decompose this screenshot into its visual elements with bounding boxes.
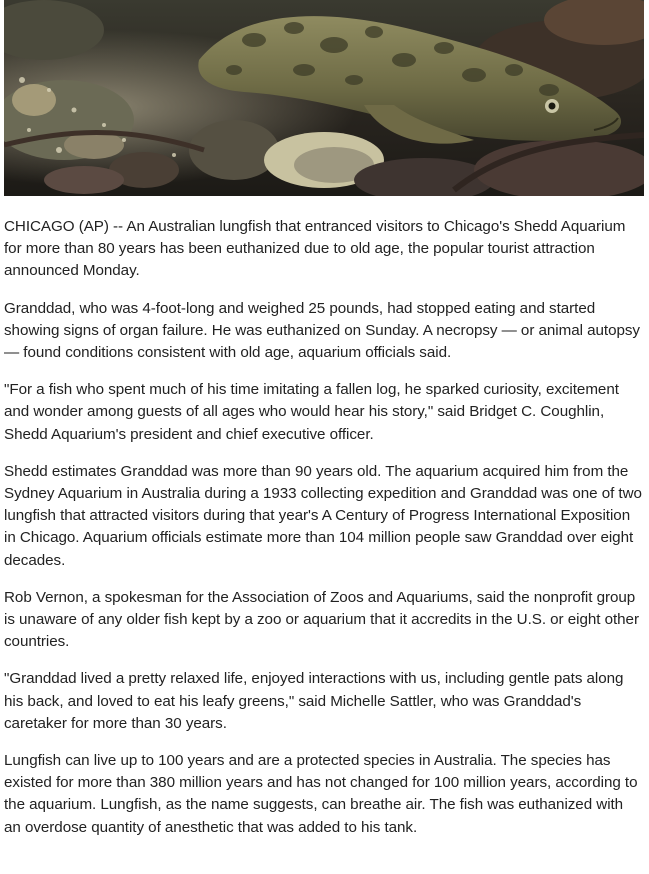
article-body [4, 216, 644, 854]
article-paragraph: "Granddad lived a pretty relaxed life, enjoyed interactions with us, including gentle pats along his back, and loved to eat his leafy greens," said Michelle Sattler, who was Granddad's caretaker for more than 30 years. [4, 670, 624, 732]
article-paragraph: Lungfish can live up to 100 years and are a protected species in Australia. The species has existed for more than 380 million years and has not changed for 100 million years, according to the aquarium. Lungfish, as the name suggests, can breathe air. The fish was euthanized with an overdose quantity of anesthetic that was added to his tank. [4, 752, 638, 836]
article-paragraph: Granddad, who was 4-foot-long and weighed 25 pounds, had stopped eating and started showing signs of organ failure. He was euthanized on Sunday. A necropsy — or animal autopsy — found conditions consistent with old age, aquarium officials said. [4, 299, 640, 362]
lungfish-illustration [4, 0, 644, 196]
article-paragraph: CHICAGO (AP) -- An Australian lungfish that entranced visitors to Chicago's Shedd Aquarium for more than 80 years has been euthanized due to old age, the popular tourist attraction announced Monday. [4, 218, 626, 280]
article-paragraph: "For a fish who spent much of his time imitating a fallen log, he sparked curiosity, excitement and wonder among guests of all ages who would hear his story," said Bridget C. Coughlin, Shedd Aquarium's president and chief executive officer. [4, 381, 619, 443]
article-paragraph: Rob Vernon, a spokesman for the Association of Zoos and Aquariums, said the nonprofit group is unaware of any older fish kept by a zoo or aquarium that it accredits in the U.S. or eight other countries. [4, 588, 639, 651]
article-paragraph: Shedd estimates Granddad was more than 90 years old. The aquarium acquired him from the Sydney Aquarium in Australia during a 1933 collecting expedition and Granddad was one of two lungfish that attracted visitors during that year's A Century of Progress International Exposition in Chicago. Aquarium officials estimate more than 104 million people saw Granddad over eight decades. [4, 462, 642, 569]
lungfish-photo [4, 0, 644, 196]
